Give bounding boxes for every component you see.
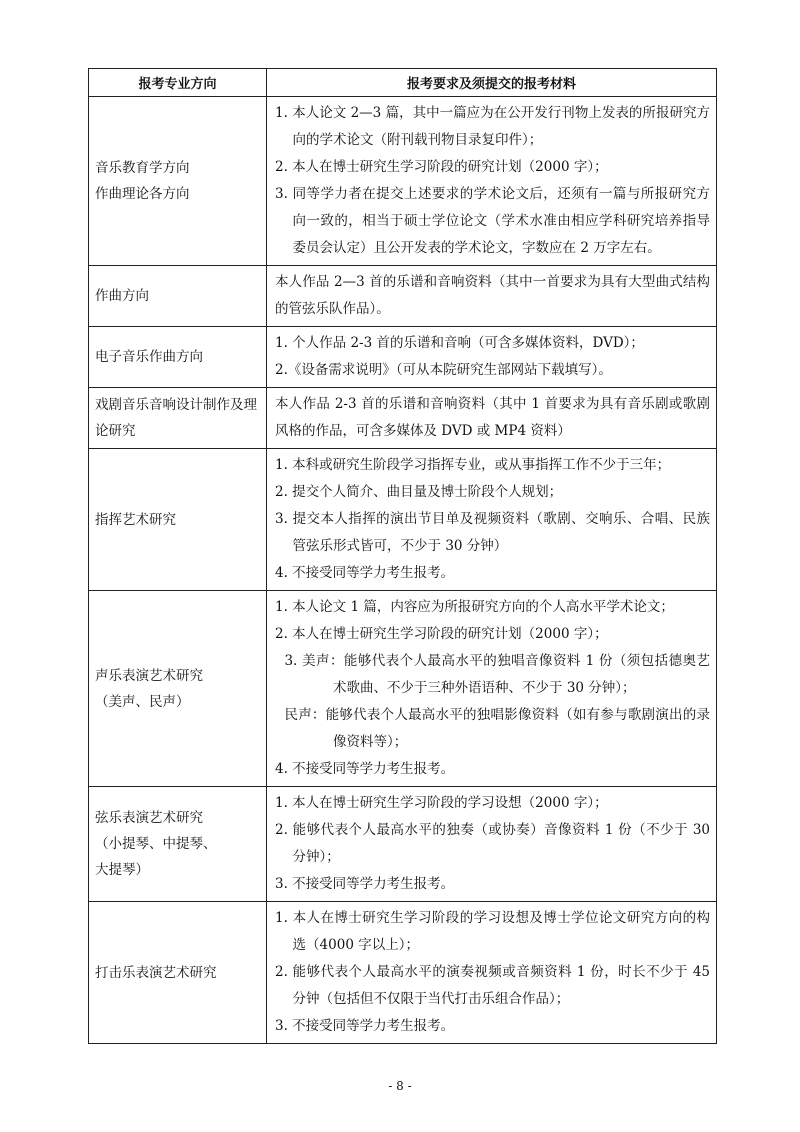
table-row	[89, 97, 717, 266]
major-cell	[89, 266, 267, 327]
major-line: 作曲方向	[95, 288, 149, 304]
header-requirements: 报考要求及须提交的报考材料	[267, 69, 717, 97]
major-line: 大提琴）	[95, 862, 149, 878]
requirement-item: 3. 提交本人指挥的演出节目单及视频资料（歌剧、交响乐、合唱、民族管弦乐形式皆可，不少于 30 分钟）	[275, 511, 710, 554]
requirement-item: 2. 本人在博士研究生学习阶段的研究计划（2000 字）；	[275, 159, 608, 175]
major-line: 电子音乐作曲方向	[95, 349, 203, 365]
table-row	[89, 266, 717, 327]
requirement-item: 3. 不接受同等学力考生报考。	[275, 1018, 455, 1034]
major-line: 音乐教育学方向	[95, 160, 190, 176]
table-row	[89, 591, 717, 787]
requirement-item: 1. 本人在博士研究生学习阶段的学习设想及博士学位论文研究方向的构选（4000 字以上）；	[275, 910, 710, 953]
requirement-item: 2. 提交个人简介、曲目量及博士阶段个人规划；	[275, 484, 563, 500]
major-cell	[89, 388, 267, 449]
requirements-cell	[267, 591, 717, 787]
major-line: （美声、民声）	[95, 693, 190, 710]
requirement-item: 3. 同等学力者在提交上述要求的学术论文后，还须有一篇与所报研究方向一致的，相当于硕士学位论文（学术水准由相应学科研究培养指导委员会认定）且公开发表的学术论文，字数应在 2 万字左右。	[275, 186, 710, 256]
requirements-cell	[267, 388, 717, 449]
requirement-item: 1. 本科或研究生阶段学习指挥专业，或从事指挥工作不少于三年；	[275, 457, 671, 473]
header-major: 报考专业方向	[89, 69, 267, 97]
major-cell	[89, 97, 267, 266]
requirements-cell	[267, 97, 717, 266]
requirement-item: 民声：能够代表个人最高水平的独唱影像资料（如有参与歌剧演出的录像资料等）；	[284, 707, 710, 750]
requirement-item: 4. 不接受同等学力考生报考。	[275, 761, 455, 777]
major-cell	[89, 902, 267, 1044]
major-line: （小提琴、中提琴、	[95, 836, 217, 852]
requirements-cell	[267, 902, 717, 1044]
major-cell	[89, 591, 267, 787]
major-line: 声乐表演艺术研究	[95, 667, 203, 684]
requirement-item: 4. 不接受同等学力考生报考。	[275, 565, 455, 581]
requirement-item: 本人作品 2—3 首的乐谱和音响资料（其中一首要求为具有大型曲式结构的管弦乐队作品）。	[275, 274, 710, 317]
requirement-item: 2. 能够代表个人最高水平的演奏视频或音频资料 1 份，时长不少于 45 分钟（包括但不仅限于当代打击乐组合作品）；	[275, 964, 710, 1007]
requirement-item: 3. 不接受同等学力考生报考。	[275, 876, 455, 892]
major-line: 打击乐表演艺术研究	[95, 964, 217, 981]
requirement-item: 本人作品 2-3 首的乐谱和音响资料（其中 1 首要求为具有音乐剧或歌剧风格的作品，可含多媒体及 DVD 或 MP4 资料）	[275, 396, 710, 439]
major-line: 戏剧音乐音响设计制作及理论研究	[95, 397, 257, 439]
requirements-cell	[267, 266, 717, 327]
major-line: 指挥艺术研究	[95, 511, 176, 528]
table-row	[89, 449, 717, 591]
major-line: 弦乐表演艺术研究	[95, 810, 203, 826]
requirement-item: 3. 美声：能够代表个人最高水平的独唱音像资料 1 份（须包括德奥艺术歌曲、不少于三种外语语种、不少于 30 分钟）；	[284, 653, 710, 696]
requirement-item: 1. 本人在博士研究生学习阶段的学习设想（2000 字）；	[275, 795, 608, 811]
requirement-item: 2. 能够代表个人最高水平的独奏（或协奏）音像资料 1 份（不少于 30 分钟）；	[275, 822, 710, 865]
requirements-cell	[267, 787, 717, 902]
major-line: 作曲理论各方向	[95, 186, 190, 202]
requirement-item: 2. 本人在博士研究生学习阶段的研究计划（2000 字）；	[275, 626, 608, 642]
requirement-item: 1. 本人论文 2—3 篇，其中一篇应为在公开发行刊物上发表的所报研究方向的学术论文（附刊载刊物目录复印件）；	[275, 105, 710, 148]
major-cell	[89, 327, 267, 388]
table-row	[89, 787, 717, 902]
major-cell	[89, 787, 267, 902]
requirements-cell	[267, 449, 717, 591]
table-header-row	[89, 69, 717, 97]
requirement-item: 2.《设备需求说明》（可从本院研究生部网站下载填写）。	[275, 362, 612, 378]
requirement-item: 1. 本人论文 1 篇，内容应为所报研究方向的个人高水平学术论文；	[275, 599, 674, 615]
page-number: - 8 -	[388, 1079, 412, 1093]
table-row	[89, 327, 717, 388]
requirement-item: 1. 个人作品 2-3 首的乐谱和音响（可含多媒体资料，DVD）；	[275, 335, 644, 351]
table-row	[89, 388, 717, 449]
requirements-cell	[267, 327, 717, 388]
table-row	[89, 902, 717, 1044]
requirements-table	[88, 68, 717, 1044]
major-cell	[89, 449, 267, 591]
